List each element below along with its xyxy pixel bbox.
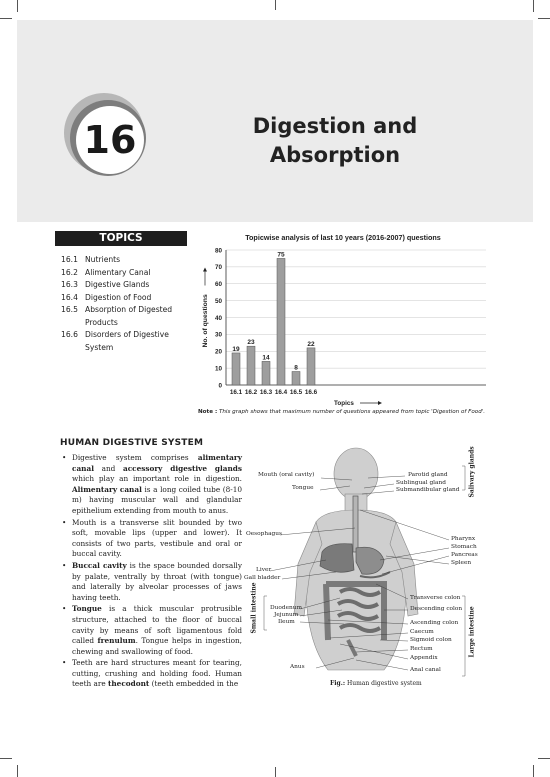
section-title: HUMAN DIGESTIVE SYSTEM: [60, 438, 204, 448]
crop-mark: [0, 18, 12, 19]
label-appendix: Appendix: [410, 655, 438, 661]
bullet-list: [60, 453, 242, 690]
crop-mark: [275, 0, 276, 10]
note-label: Note :: [198, 409, 218, 415]
digestive-system-illustration: [244, 444, 494, 700]
bar-value-label: 14: [262, 354, 270, 362]
bar: [292, 372, 300, 386]
label-gall-bladder: Gall bladder: [244, 575, 281, 581]
x-axis-label: Topics: [334, 400, 354, 407]
note-text: This graph shows that maximum number of questions appeared from topic 'Digestion of Food'.: [218, 409, 486, 415]
topic-item: [61, 304, 187, 329]
topic-number: 16.5: [61, 305, 78, 314]
topic-label: Digestive Glands: [85, 280, 150, 289]
y-tick-label: 70: [214, 264, 222, 272]
topicwise-bar-chart: [198, 228, 488, 408]
label-ascending-colon: Ascending colon: [410, 620, 459, 626]
body-text: [60, 453, 242, 691]
crop-mark: [0, 758, 12, 759]
chapter-title: [225, 112, 445, 170]
chapter-number-badge: [50, 90, 170, 180]
topic-label: Nutrients: [85, 255, 121, 264]
x-tick-label: 16.2: [244, 389, 258, 396]
crop-mark: [17, 0, 18, 12]
y-tick-label: 0: [218, 382, 222, 390]
y-tick-label: 80: [214, 247, 222, 255]
label-descending-colon: Descending colon: [410, 606, 463, 612]
topic-item: [61, 267, 187, 280]
label-jejunum: Jejunum: [274, 612, 299, 618]
x-tick-label: 16.6: [304, 389, 318, 396]
topics-list: [55, 254, 187, 354]
y-tick-label: 20: [214, 348, 222, 356]
label-pancreas: Pancreas: [451, 552, 478, 558]
y-tick-label: 40: [214, 314, 222, 322]
crop-mark: [275, 767, 276, 777]
bullet-item: • Digestive system comprises alimentary canal and accessory digestive glands which play an important role in digestion. Alimentary canal is a long coiled tube (8-10 m) having muscular wall and glandular epithelium extending from mouth to anus.: [72, 453, 242, 517]
label-anus: Anus: [290, 664, 305, 670]
label-spleen: Spleen: [451, 560, 472, 566]
x-tick-label: 16.3: [259, 389, 273, 396]
x-tick-label: 16.5: [289, 389, 303, 396]
topics-heading: TOPICS: [55, 231, 187, 246]
label-parotid-gland: Parotid gland: [408, 472, 448, 478]
y-axis-label: No. of questions: [202, 294, 209, 348]
x-axis-arrowhead: [378, 401, 382, 405]
topic-number: 16.6: [61, 330, 78, 339]
figure-caption-text: Human digestive system: [346, 680, 422, 687]
chapter-title-line2: Absorption: [269, 143, 401, 167]
label-stomach: Stomach: [451, 544, 477, 550]
chart-title: Topicwise analysis of last 10 years (2016-2007) questions: [245, 233, 441, 242]
label-anal-canal: Anal canal: [410, 667, 441, 673]
y-tick-label: 60: [214, 281, 222, 289]
bar: [262, 361, 270, 385]
crop-mark: [533, 765, 534, 777]
label-rectum: Rectum: [410, 646, 433, 652]
topic-label: Digestion of Food: [85, 292, 152, 302]
topic-item: [61, 329, 187, 354]
label-small-intestine: Small intestine: [250, 582, 258, 634]
bar: [232, 353, 240, 385]
topic-number: 16.1: [61, 255, 78, 264]
label-caecum: Caecum: [410, 629, 434, 635]
label-transverse-colon: Transverse colon: [410, 595, 461, 601]
crop-mark: [533, 0, 534, 12]
bullet-item: • Teeth are hard structures meant for tearing, cutting, crushing and holding food. Human teeth are thecodont (teeth embedded in the: [72, 658, 242, 690]
topic-label: Disorders of Digestive System: [85, 330, 169, 352]
topic-label: Alimentary Canal: [85, 267, 151, 277]
topics-box: [55, 231, 187, 381]
topic-number: 16.2: [61, 267, 78, 277]
bar: [277, 258, 285, 385]
bar-value-label: 75: [277, 251, 285, 259]
bar-value-label: 19: [232, 345, 240, 353]
chart-note: [198, 408, 488, 416]
topic-item: [61, 279, 187, 292]
topic-item: [61, 254, 187, 267]
y-tick-label: 50: [214, 297, 222, 305]
bar-value-label: 23: [247, 339, 255, 347]
label-mouth: Mouth (oral cavity): [258, 472, 315, 478]
crop-mark: [538, 18, 550, 19]
chapter-number: 16: [83, 118, 137, 162]
label-ileum: Ileum: [278, 619, 295, 625]
bullet-item: • Tongue is a thick muscular protrusible structure, attached to the floor of buccal cavity by means of soft ligamentous fold called frenulum. Tongue helps in ingestion, chewing and swallowing of food.: [72, 604, 242, 657]
bar: [247, 346, 255, 385]
figure-caption: [330, 680, 422, 687]
bar-value-label: 22: [307, 340, 315, 348]
y-tick-label: 30: [214, 331, 222, 339]
label-submandibular-gland: Submandibular gland: [396, 487, 460, 493]
x-tick-label: 16.1: [229, 389, 243, 396]
bar: [307, 348, 315, 385]
y-tick-label: 10: [214, 365, 222, 373]
label-tongue: Tongue: [292, 485, 314, 491]
y-axis-arrowhead: [203, 268, 207, 272]
x-tick-label: 16.4: [274, 389, 288, 396]
chapter-title-line1: Digestion and: [252, 114, 418, 138]
label-pharynx: Pharynx: [451, 536, 476, 542]
label-salivary-glands: Salivary glands: [468, 446, 476, 498]
label-large-intestine: Large intestine: [468, 606, 476, 658]
label-liver: Liver: [256, 567, 272, 573]
topic-number: 16.3: [61, 280, 78, 289]
crop-mark: [538, 758, 550, 759]
topic-label: Absorption of Digested Products: [85, 305, 173, 327]
bullet-item: • Buccal cavity is the space bounded dorsally by palate, ventrally by throat (with tongue) and laterally by alveolar processes of jaws having teeth.: [72, 561, 242, 603]
label-oesophagus: Oesophagus: [246, 531, 282, 537]
label-sigmoid-colon: Sigmoid colon: [410, 637, 452, 643]
topic-number: 16.4: [61, 292, 78, 302]
crop-mark: [17, 765, 18, 777]
topic-item: [61, 292, 187, 305]
bar-value-label: 8: [294, 364, 298, 372]
label-duodenum: Duodenum: [270, 605, 302, 611]
label-sublingual-gland: Sublingual gland: [396, 480, 446, 486]
digestive-system-figure: [244, 444, 494, 700]
bullet-item: • Mouth is a transverse slit bounded by two soft, movable lips (upper and lower). It consists of two parts, vestibule and oral or buccal cavity.: [72, 518, 242, 560]
figure-caption-label: Fig.:: [330, 680, 346, 687]
